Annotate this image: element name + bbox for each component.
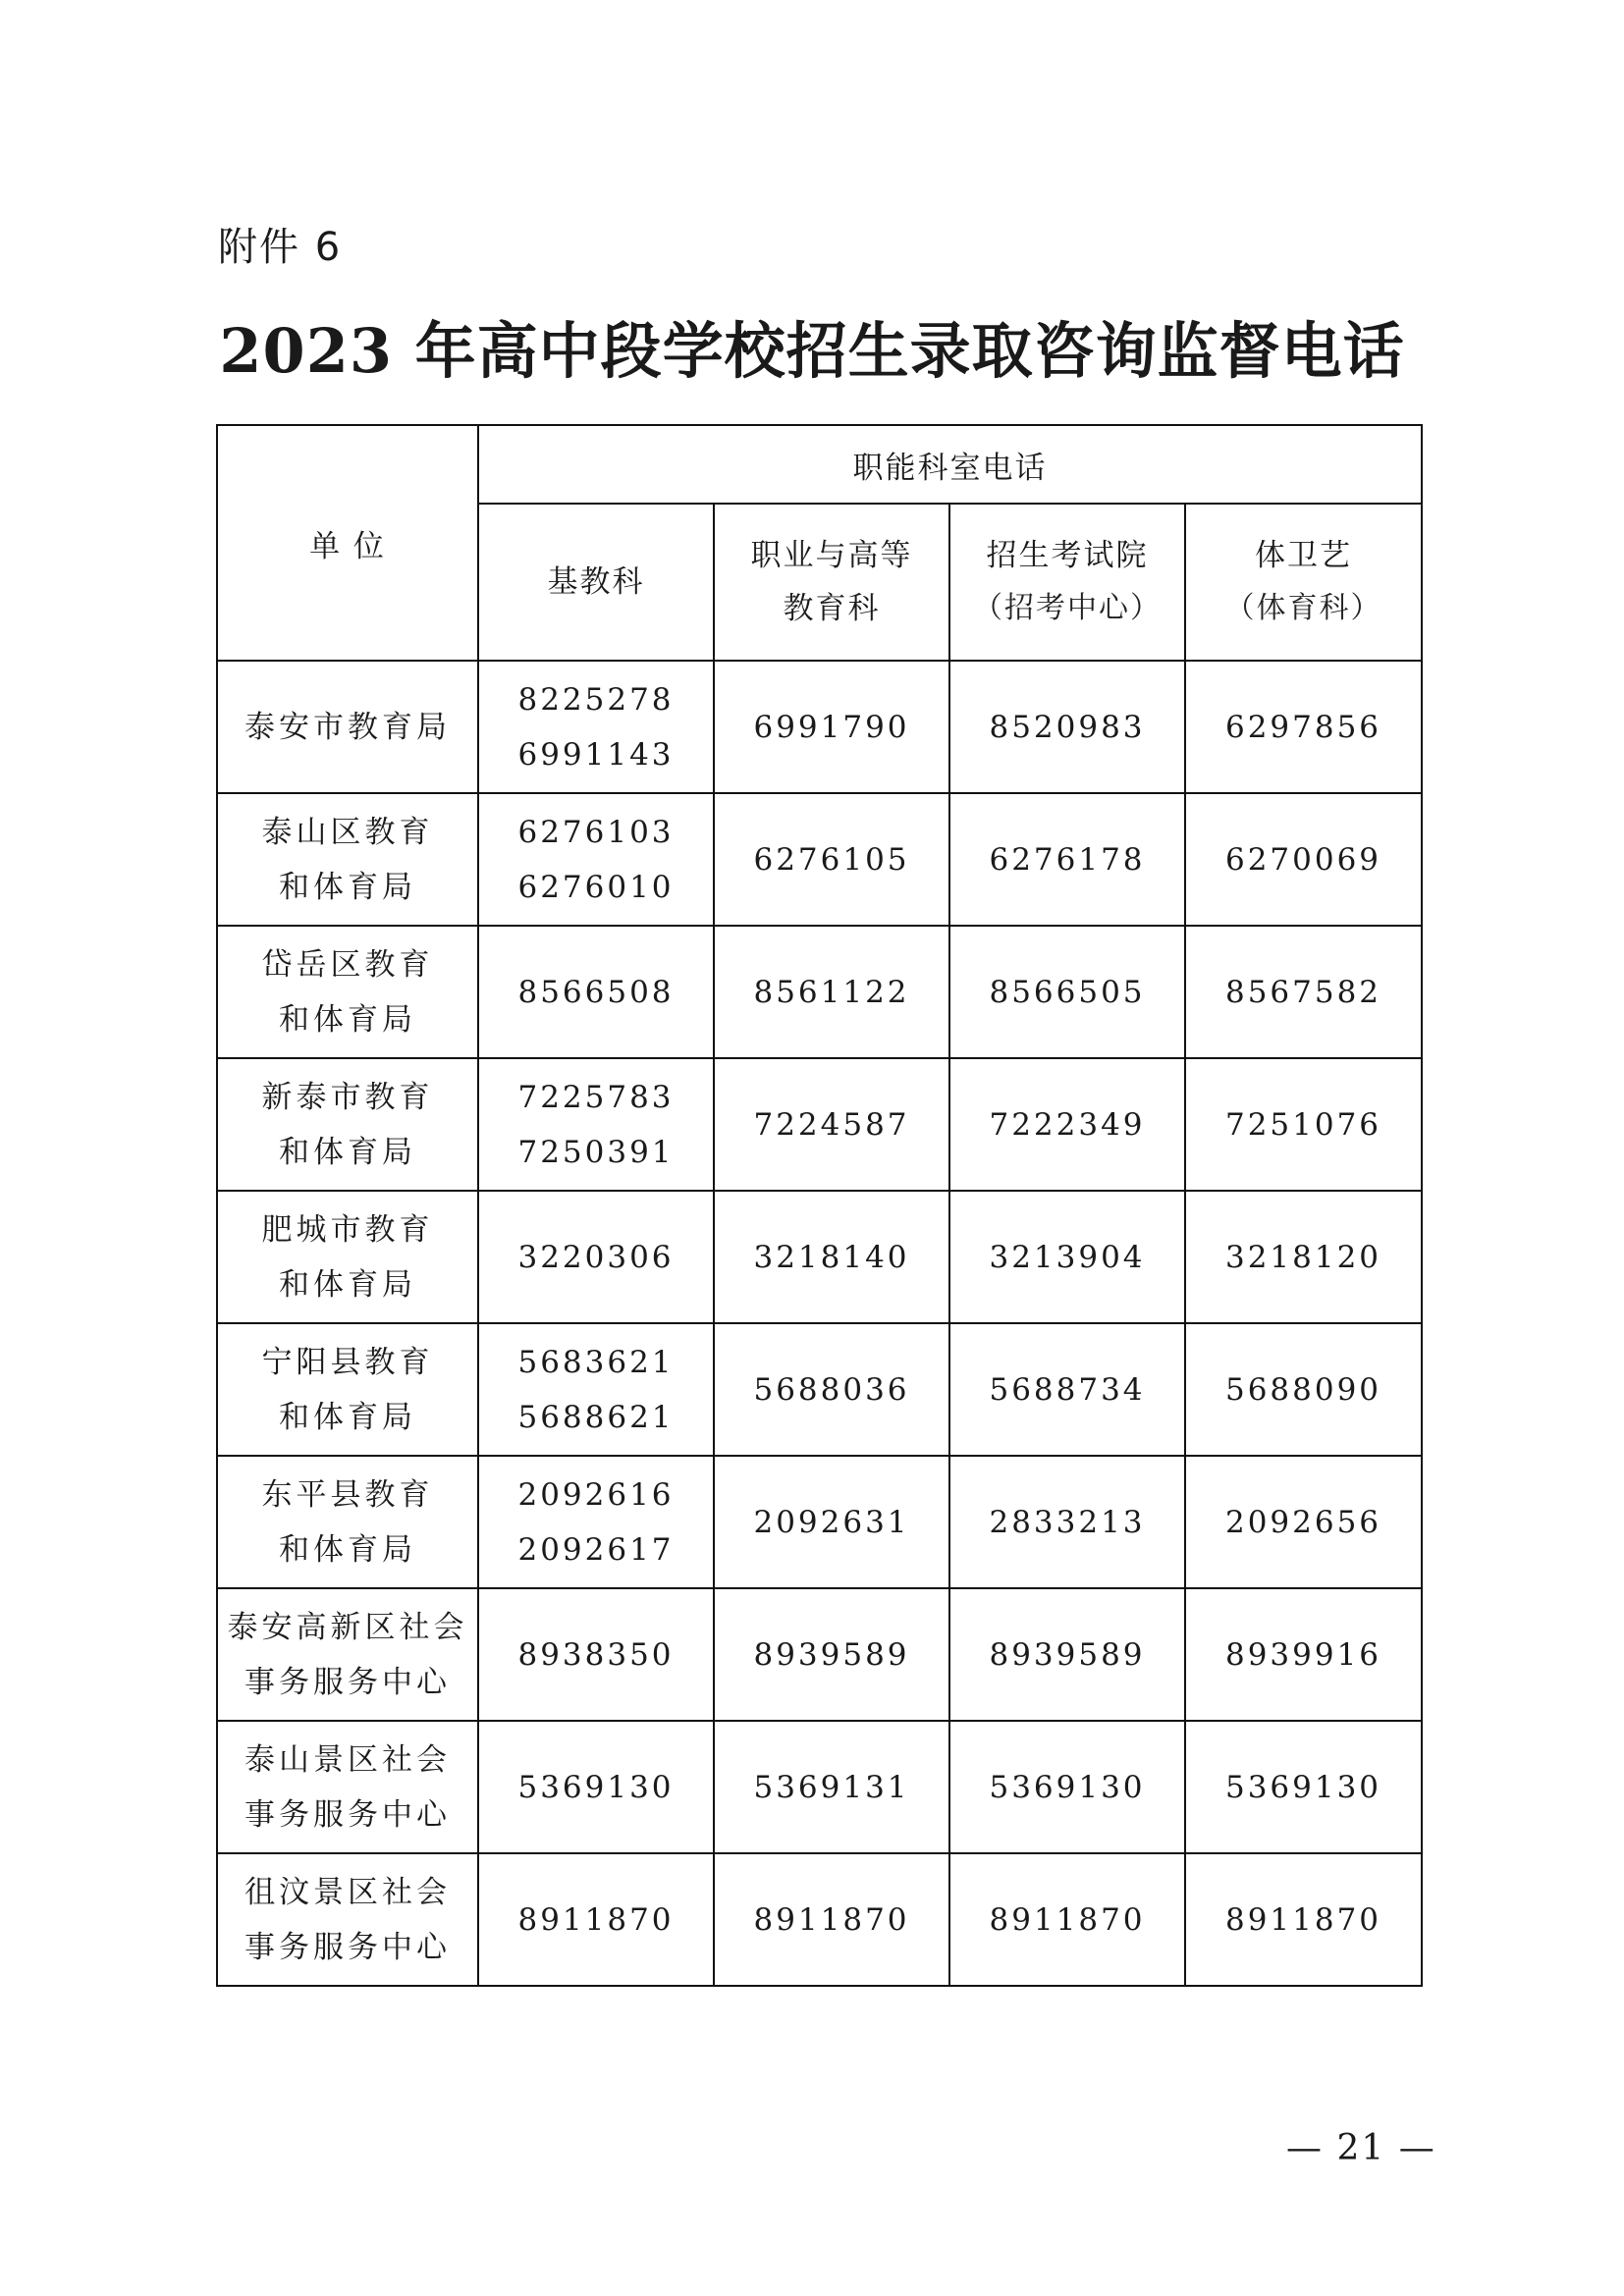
phone-cell: 7251076	[1185, 1058, 1422, 1191]
phone-cell: 6276103 6276010	[478, 793, 714, 926]
table-row	[217, 926, 1422, 1058]
phone-cell: 3218140	[714, 1191, 949, 1323]
column-header-label: 基教科	[547, 564, 645, 600]
column-header-sub: （招考中心）	[973, 591, 1162, 625]
phone-cell: 8911870	[714, 1853, 949, 1986]
page-number: — 21 —	[1286, 2128, 1436, 2168]
unit-cell: 肥城市教育 和体育局	[217, 1191, 478, 1323]
phone-cell: 8561122	[714, 926, 949, 1058]
phone-cell: 2092656	[1185, 1456, 1422, 1588]
table-row	[217, 1058, 1422, 1191]
unit-cell: 岱岳区教育 和体育局	[217, 926, 478, 1058]
phone-cell: 7222349	[949, 1058, 1185, 1191]
phone-cell: 5369130	[949, 1721, 1185, 1853]
phone-cell: 5688036	[714, 1323, 949, 1456]
phone-cell: 3220306	[478, 1191, 714, 1323]
phone-cell: 6991790	[714, 661, 949, 793]
column-header	[1185, 504, 1422, 661]
phone-cell: 7225783 7250391	[478, 1058, 714, 1191]
phone-cell: 6297856	[1185, 661, 1422, 793]
phone-cell: 8911870	[1185, 1853, 1422, 1986]
phone-cell: 5369130	[1185, 1721, 1422, 1853]
column-header-label: 体卫艺	[1255, 538, 1352, 573]
unit-cell: 宁阳县教育 和体育局	[217, 1323, 478, 1456]
phone-cell: 6270069	[1185, 793, 1422, 926]
phone-cell: 2092631	[714, 1456, 949, 1588]
phone-cell: 6276105	[714, 793, 949, 926]
unit-cell: 泰安高新区社会 事务服务中心	[217, 1588, 478, 1721]
phone-cell: 2092616 2092617	[478, 1456, 714, 1588]
column-header-sub: （体育科）	[1224, 591, 1382, 625]
phone-cell: 8911870	[478, 1853, 714, 1986]
phone-cell: 8566508	[478, 926, 714, 1058]
table-row	[217, 1588, 1422, 1721]
phone-cell: 6276178	[949, 793, 1185, 926]
phone-cell: 5369130	[478, 1721, 714, 1853]
table-row	[217, 1721, 1422, 1853]
attachment-label: 附件 6	[218, 225, 343, 270]
unit-cell: 泰山景区社会 事务服务中心	[217, 1721, 478, 1853]
column-header	[478, 504, 714, 661]
phone-cell: 8939589	[949, 1588, 1185, 1721]
column-header	[949, 504, 1185, 661]
column-header	[714, 504, 949, 661]
phone-cell: 8225278 6991143	[478, 661, 714, 793]
phone-cell: 8939589	[714, 1588, 949, 1721]
phone-cell: 8911870	[949, 1853, 1185, 1986]
phone-cell: 5369131	[714, 1721, 949, 1853]
unit-cell: 泰山区教育 和体育局	[217, 793, 478, 926]
phone-cell: 8939916	[1185, 1588, 1422, 1721]
phone-cell: 5688734	[949, 1323, 1185, 1456]
phone-cell: 2833213	[949, 1456, 1185, 1588]
table-row	[217, 661, 1422, 793]
phone-cell: 8520983	[949, 661, 1185, 793]
unit-cell: 徂汶景区社会 事务服务中心	[217, 1853, 478, 1986]
group-header: 职能科室电话	[478, 425, 1422, 504]
phone-cell: 5688090	[1185, 1323, 1422, 1456]
table-row	[217, 1323, 1422, 1456]
phone-cell: 8938350	[478, 1588, 714, 1721]
unit-cell: 东平县教育 和体育局	[217, 1456, 478, 1588]
column-header-label: 招生考试院	[986, 538, 1149, 573]
table-row	[217, 1456, 1422, 1588]
phone-cell: 7224587	[714, 1058, 949, 1191]
table-row	[217, 793, 1422, 926]
column-header-label: 职业与高等教育科	[750, 538, 913, 626]
phone-cell: 3218120	[1185, 1191, 1422, 1323]
phone-cell: 5683621 5688621	[478, 1323, 714, 1456]
unit-cell: 新泰市教育 和体育局	[217, 1058, 478, 1191]
phone-cell: 8566505	[949, 926, 1185, 1058]
document-title: 2023 年高中段学校招生录取咨询监督电话	[219, 315, 1405, 387]
table-row	[217, 1853, 1422, 1986]
phone-cell: 3213904	[949, 1191, 1185, 1323]
table-row	[217, 1191, 1422, 1323]
phone-cell: 8567582	[1185, 926, 1422, 1058]
table-body	[217, 661, 1422, 1986]
unit-cell: 泰安市教育局	[217, 661, 478, 793]
unit-header: 单 位	[217, 425, 478, 661]
contact-table	[216, 424, 1423, 1987]
